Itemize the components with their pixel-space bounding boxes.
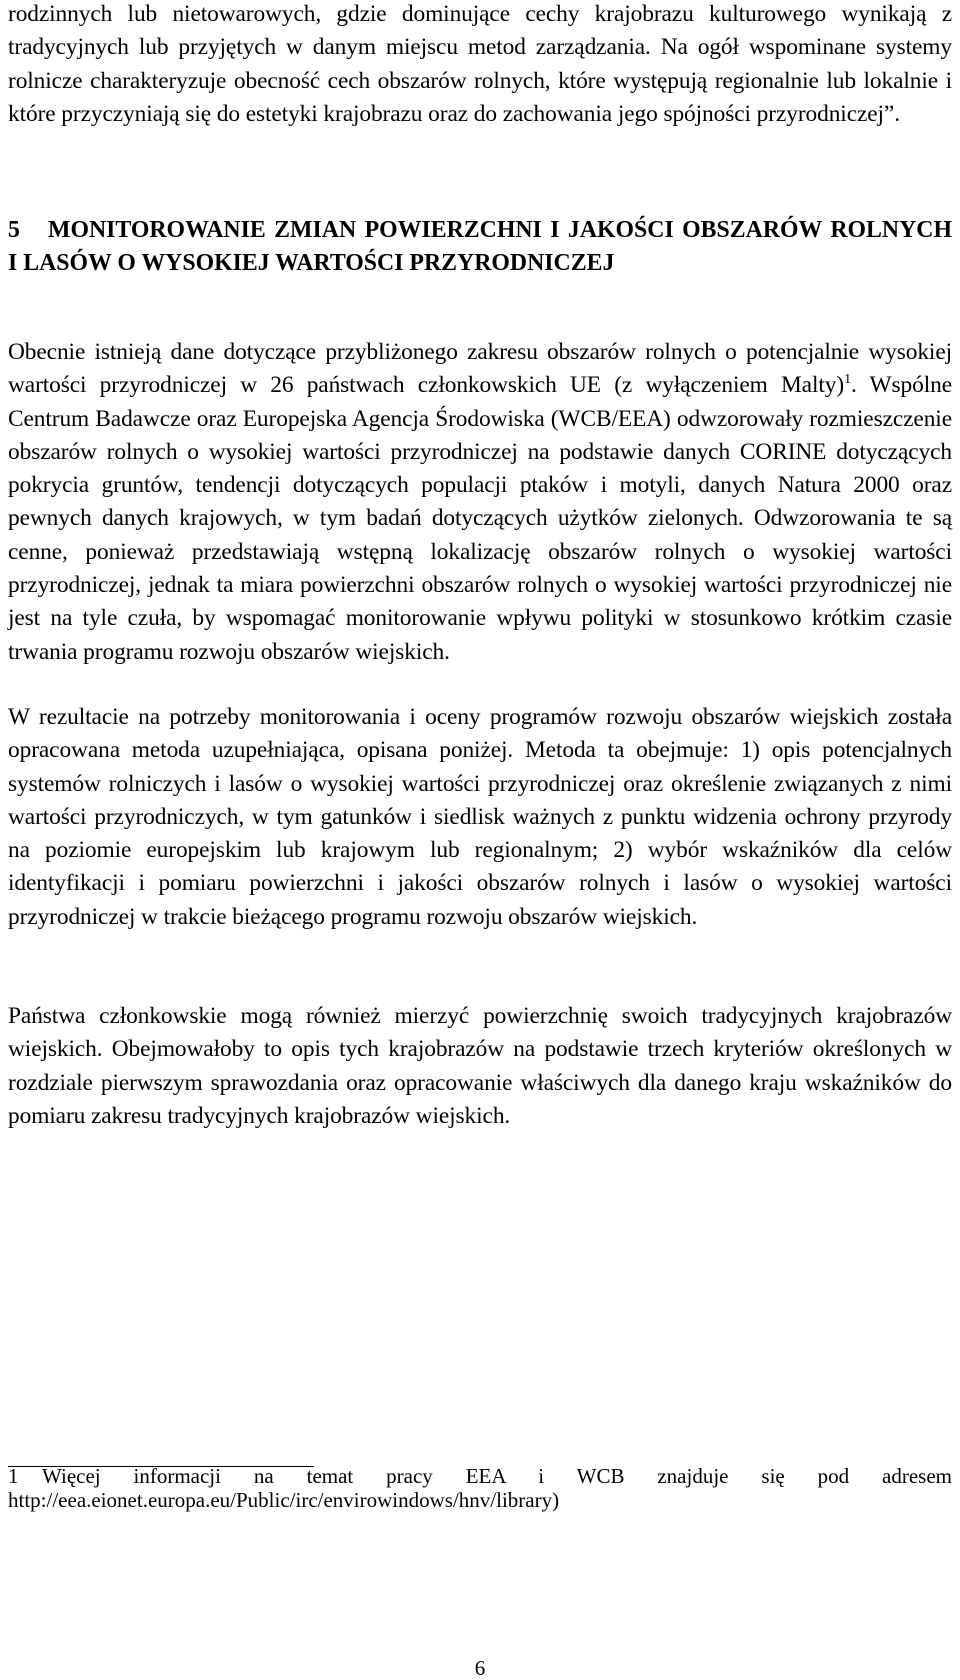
paragraph-2-text-a: Obecnie istnieją dane dotyczące przybliżonego zakresu obszarów rolnych o potencjalnie wysokiej wartości przyrodniczej w 26 państwach członkowskich UE (z wyłączeniem Malty) (8, 339, 952, 399)
footnote-reference[interactable]: 1 (844, 372, 851, 388)
page-number: 6 (474, 1656, 486, 1680)
section-title: MONITOROWANIE ZMIAN POWIERZCHNI I JAKOŚCI OBSZARÓW ROLNYCH I LASÓW O WYSOKIEJ WARTOŚCI PRZYRODNICZEJ (8, 217, 952, 276)
paragraph-intro: rodzinnych lub nietowarowych, gdzie dominujące cechy krajobrazu kulturowego wynikają z tradycyjnych lub przyjętych w danym miejscu metod zarządzania. Na ogół wspominane systemy rolnicze charakteryzuje obecność cech obszarów rolnych, które występują regionalnie lub lokalnie i które przyczyniają się do estetyki krajobrazu oraz do zachowania jego spójności przyrodniczej”. (8, 1, 952, 127)
footnote-mark: 1 (8, 1464, 19, 1488)
footnote-text: Więcej informacji na temat pracy EEA i WCB znajduje się pod adresem http://eea.eionet.europa.eu/Public/irc/envirowindows/hnv/library) (8, 1464, 952, 1512)
paragraph-landscapes: Państwa członkowskie mogą również mierzyć powierzchnię swoich tradycyjnych krajobrazów wiejskich. Obejmowałoby to opis tych krajobrazów na podstawie trzech kryteriów określonych w rozdziale pierwszym sprawozdania oraz opracowanie właściwych dla danego kraju wskaźników do pomiaru zakresu tradycyjnych krajobrazów wiejskich. (8, 1003, 952, 1129)
paragraph-hnv-data (8, 336, 952, 669)
footnote (8, 1464, 952, 1512)
paragraph-method: W rezultacie na potrzeby monitorowania i oceny programów rozwoju obszarów wiejskich została opracowana metoda uzupełniająca, opisana poniżej. Metoda ta obejmuje: 1) opis potencjalnych systemów rolniczych i lasów o wysokiej wartości przyrodniczej oraz określenie związanych z nimi wartości przyrodniczych, w tym gatunków i siedlisk ważnych z punktu widzenia ochrony przyrody na poziomie europejskim lub krajowym lub regionalnym; 2) wybór wskaźników dla celów identyfikacji i pomiaru powierzchni i jakości obszarów rolnych i lasów o wysokiej wartości przyrodniczej w trakcie bieżącego programu rozwoju obszarów wiejskich. (8, 704, 952, 930)
section-heading (8, 214, 952, 279)
section-number: 5 (8, 217, 20, 243)
paragraph-2-text-b: . Wspólne Centrum Badawcze oraz Europejska Agencja Środowiska (WCB/EEA) odwzorowały rozmieszczenie obszarów rolnych o wysokiej wartości przyrodniczej na podstawie danych CORINE dotyczących pokrycia gruntów, tendencji dotyczących populacji ptaków i motyli, danych Natura 2000 oraz pewnych danych krajowych, w tym badań dotyczących użytków zielonych. Odwzorowania te są cenne, ponieważ przedstawiają wstępną lokalizację obszarów rolnych o wysokiej wartości przyrodniczej, jednak ta miara powierzchni obszarów rolnych o wysokiej wartości przyrodniczej nie jest na tyle czuła, by wspomagać monitorowanie wpływu polityki w stosunkowo krótkim czasie trwania programu rozwoju obszarów wiejskich. (8, 372, 952, 665)
